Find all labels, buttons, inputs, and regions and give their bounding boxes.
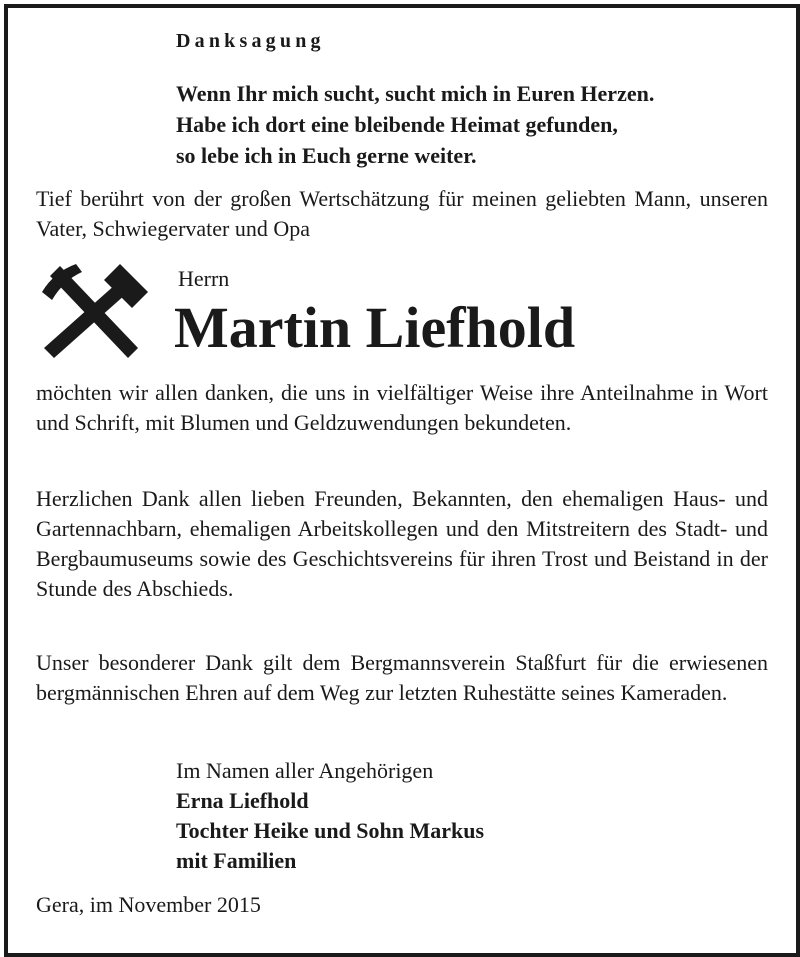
- salutation: Herrn: [178, 266, 230, 291]
- notice-title: Danksagung: [176, 30, 325, 52]
- paragraph-friends: Herzlichen Dank allen lieben Freunden, Bekannten, den ehemaligen Haus- und Gartennachbarn, ehemaligen Arbeitskollegen und den Mitstreitern des Stadt- und Bergbaumuseums sowie des Geschichtsvereins für ihren Trost und Beistand in der Stunde des Abschieds.: [36, 486, 768, 601]
- poem: [176, 78, 654, 171]
- signature-name: Erna Liefhold: [176, 788, 309, 813]
- paragraph-thanks: möchten wir allen danken, die uns in vielfältiger Weise ihre Anteilnahme in Wort und Schrift, mit Blumen und Geldzuwendungen bekundeten.: [36, 380, 768, 435]
- poem-line: Habe ich dort eine bleibende Heimat gefunden,: [176, 112, 618, 137]
- signature-intro: Im Namen aller Angehörigen: [176, 758, 434, 783]
- hammer-and-pick-icon: [40, 262, 150, 360]
- place-date: Gera, im November 2015: [36, 892, 261, 917]
- signature-name: Tochter Heike und Sohn Markus: [176, 818, 485, 843]
- signature-block: [176, 756, 484, 876]
- signature-name: mit Familien: [176, 848, 297, 873]
- poem-line: Wenn Ihr mich sucht, sucht mich in Euren Herzen.: [176, 81, 655, 106]
- deceased-name: Martin Liefhold: [174, 295, 576, 360]
- intro-text: Tief berührt von der großen Wertschätzung für meinen geliebten Mann, unseren Vater, Schwiegervater und Opa: [36, 186, 768, 241]
- paragraph-miners-club: Unser besonderer Dank gilt dem Bergmannsverein Staßfurt für die erwiesenen bergmännischen Ehren auf dem Weg zur letzten Ruhestätte seines Kameraden.: [36, 650, 768, 705]
- poem-line: so lebe ich in Euch gerne weiter.: [176, 143, 477, 168]
